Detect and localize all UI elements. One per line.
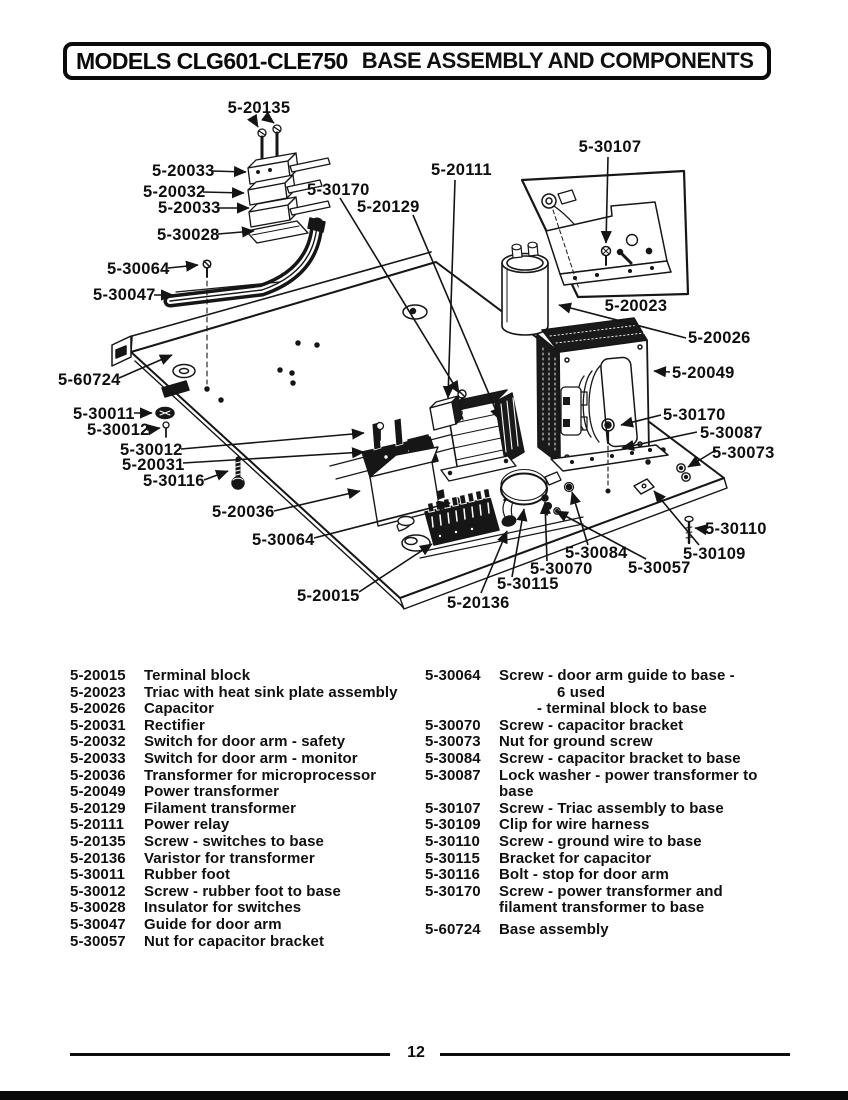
part-number: 5-20015 — [70, 667, 126, 684]
part-number-label: 5-30012 — [87, 421, 150, 439]
part-number-label: 5-30115 — [497, 575, 559, 593]
part-description: Rectifier — [144, 716, 205, 734]
part-number-label: 5-20023 — [604, 297, 668, 315]
part-number-label: 5-30070 — [530, 560, 593, 578]
capacitor — [502, 242, 548, 335]
parts-row — [70, 718, 425, 735]
parts-row — [425, 851, 794, 868]
parts-row — [70, 685, 425, 702]
part-number-label: 5-30087 — [700, 424, 763, 442]
part-number: 5-30064 — [425, 667, 481, 684]
part-number: 5-30109 — [425, 816, 481, 834]
parts-list-left-column — [70, 668, 425, 950]
parts-row — [425, 884, 794, 917]
part-number: 5-30116 — [425, 866, 480, 884]
parts-row — [70, 917, 425, 934]
part-description: Guide for door arm — [144, 915, 282, 933]
part-number-label: 5-60724 — [58, 371, 121, 389]
part-number-label: 5-20031 — [122, 456, 185, 474]
parts-row — [70, 701, 425, 718]
part-description: Filament transformer — [144, 799, 297, 817]
part-description: Triac with heat sink plate assembly — [144, 683, 398, 701]
part-number-label: 5-30170 — [663, 406, 726, 424]
parts-row — [425, 668, 794, 718]
part-number-label: 5-30170 — [307, 181, 370, 199]
part-number-label: 5-30110 — [705, 520, 767, 538]
part-number-label: 5-30064 — [252, 531, 315, 549]
part-number-label: 5-30107 — [578, 138, 642, 156]
part-description: Switch for door arm - safety — [144, 733, 346, 751]
part-number: 5-20023 — [70, 683, 126, 701]
parts-row — [70, 884, 425, 901]
part-number-label: 5-20026 — [688, 329, 751, 347]
part-number-label: 5-20015 — [297, 587, 360, 605]
door-arm-stop-bolt — [232, 459, 244, 489]
part-description: Bracket for capacitor — [499, 849, 652, 867]
parts-row — [70, 668, 425, 685]
part-number: 5-30087 — [425, 766, 481, 784]
part-description: Bolt - stop for door arm — [499, 866, 669, 884]
parts-row — [425, 734, 794, 751]
part-number: 5-20129 — [70, 799, 126, 817]
part-description: Power relay — [144, 816, 230, 834]
parts-list — [70, 668, 794, 950]
part-number-label: 5-20033 — [158, 199, 221, 217]
part-number-label: 5-20136 — [447, 594, 510, 612]
part-number: 5-30115 — [425, 849, 480, 867]
parts-row — [70, 751, 425, 768]
part-number: 5-20032 — [70, 733, 126, 751]
part-description: Varistor for transformer — [144, 849, 315, 867]
part-number: 5-30028 — [70, 899, 126, 917]
part-description: Screw - Triac assembly to base — [499, 799, 724, 817]
part-number-label: 5-30084 — [565, 544, 628, 562]
part-number: 5-20026 — [70, 700, 126, 718]
part-description: Base assembly — [499, 920, 609, 938]
part-description: Screw - switches to base — [144, 832, 324, 850]
part-number: 5-30110 — [425, 832, 480, 850]
part-description: Nut for ground screw — [499, 733, 653, 751]
part-number: 5-20036 — [70, 766, 126, 784]
part-number-label: 5-20032 — [143, 183, 206, 201]
part-description: Power transformer — [144, 783, 280, 801]
part-number: 5-30011 — [70, 866, 125, 884]
parts-row — [425, 751, 794, 768]
parts-row — [425, 867, 794, 884]
part-number: 5-30084 — [425, 749, 481, 767]
parts-row — [425, 817, 794, 834]
parts-row — [425, 922, 794, 939]
models-label: MODELS CLG601-CLE750 — [76, 47, 348, 74]
part-description: Screw - power transformer and filament transformer to base — [499, 882, 723, 917]
page-number: 12 — [407, 1044, 425, 1061]
part-number-label: 5-30109 — [683, 545, 746, 563]
parts-row — [70, 784, 425, 801]
part-description: Transformer for microprocessor — [144, 766, 377, 784]
part-number: 5-20049 — [70, 783, 126, 801]
part-number-label: 5-30028 — [157, 226, 220, 244]
parts-row — [425, 801, 794, 818]
part-description: Screw - ground wire to base — [499, 832, 702, 850]
parts-list-right-column — [425, 668, 794, 950]
part-number: 5-30012 — [70, 882, 126, 900]
parts-row — [425, 768, 794, 801]
part-number: 5-20136 — [70, 849, 126, 867]
parts-row — [70, 867, 425, 884]
part-number-label: 5-30064 — [107, 260, 170, 278]
part-number: 5-60724 — [425, 920, 481, 938]
part-number-label: 5-30057 — [628, 559, 691, 577]
rubber-foot — [156, 408, 174, 438]
footer-rule-left — [70, 1053, 390, 1056]
part-number: 5-20135 — [70, 832, 126, 850]
parts-row — [70, 851, 425, 868]
part-number: 5-30047 — [70, 915, 126, 933]
part-number: 5-30070 — [425, 716, 481, 734]
parts-row — [70, 801, 425, 818]
parts-row — [425, 718, 794, 735]
footer-rule-right — [440, 1053, 790, 1056]
part-description: Lock washer - power transformer to base — [499, 766, 758, 801]
parts-row — [70, 934, 425, 951]
part-number: 5-30073 — [425, 733, 481, 751]
part-description: Screw - door arm guide to base - 6 used - terminal block to base — [499, 667, 735, 718]
parts-row — [70, 768, 425, 785]
part-number-label: 5-30073 — [712, 444, 775, 462]
part-description: Screw - rubber foot to base — [144, 882, 341, 900]
part-number-label: 5-20111 — [431, 161, 492, 179]
part-description: Rubber foot — [144, 866, 231, 884]
part-number-label: 5-30047 — [93, 286, 156, 304]
part-number-label: 5-20036 — [212, 503, 275, 521]
part-description: Capacitor — [144, 700, 215, 718]
part-number-label: 5-20049 — [672, 364, 735, 382]
part-number-label: 5-30012 — [120, 441, 183, 459]
part-description: Clip for wire harness — [499, 816, 650, 834]
part-number: 5-30170 — [425, 882, 481, 900]
part-number: 5-20111 — [70, 816, 125, 834]
parts-row — [70, 834, 425, 851]
part-description: Terminal block — [144, 667, 251, 684]
part-description: Nut for capacitor bracket — [144, 932, 325, 950]
part-description: Screw - capacitor bracket — [499, 716, 684, 734]
scan-edge-bar — [0, 1091, 848, 1100]
parts-row — [70, 734, 425, 751]
parts-row — [70, 817, 425, 834]
part-number: 5-20033 — [70, 749, 126, 767]
part-description: Insulator for switches — [144, 899, 302, 917]
parts-row — [425, 834, 794, 851]
part-number-label: 5-30011 — [73, 405, 135, 423]
part-description: Screw - capacitor bracket to base — [499, 749, 741, 767]
part-number-label: 5-20033 — [152, 162, 215, 180]
part-number-label: 5-20135 — [227, 99, 291, 117]
parts-row — [70, 900, 425, 917]
page-title: BASE ASSEMBLY AND COMPONENTS — [361, 48, 754, 73]
part-number: 5-30057 — [70, 932, 126, 950]
part-number-label: 5-20129 — [357, 198, 420, 216]
part-description: Switch for door arm - monitor — [144, 749, 358, 767]
part-number: 5-20031 — [70, 716, 126, 734]
part-number-label: 5-30116 — [143, 472, 205, 490]
part-number: 5-30107 — [425, 799, 481, 817]
